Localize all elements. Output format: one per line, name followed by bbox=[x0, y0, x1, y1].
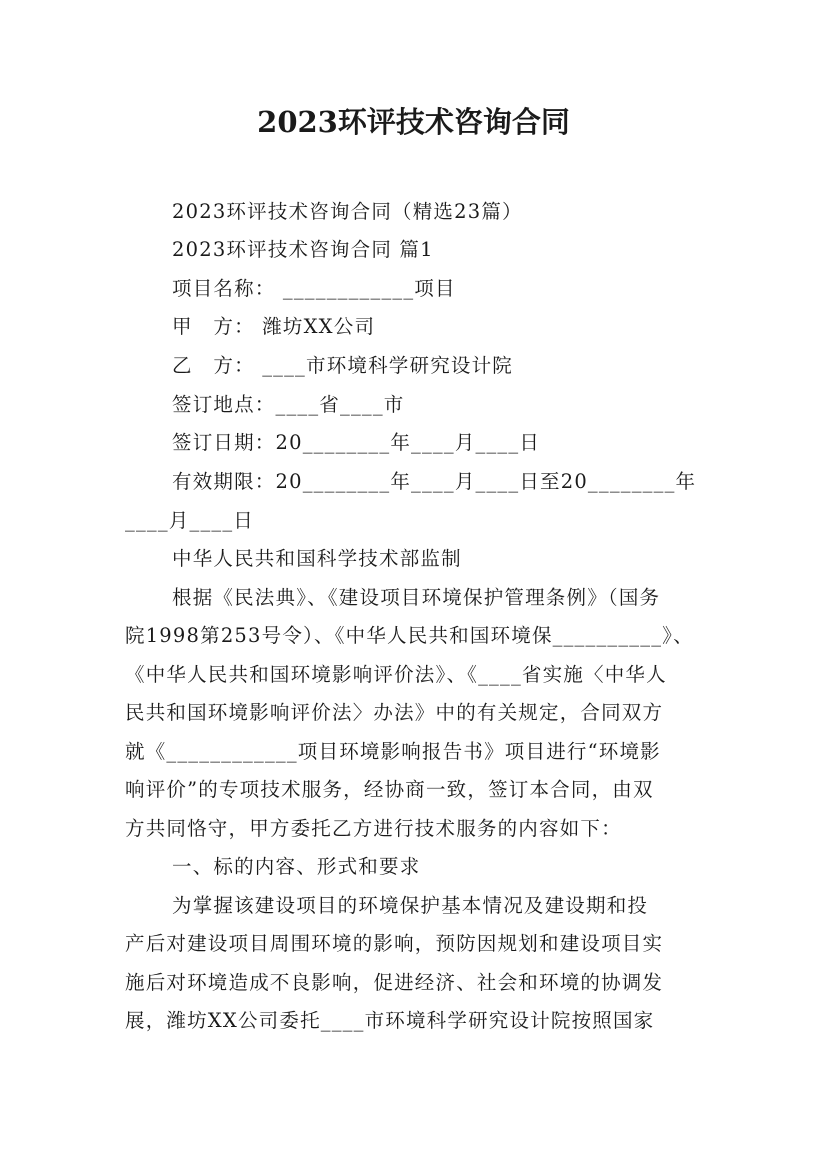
signing-date-field: 签订日期：20________年____月____日 bbox=[172, 431, 541, 454]
validity-period-field: 有效期限：20________年____月____日至20________年 bbox=[172, 470, 697, 493]
party-b-field: 乙 方： ____市环境科学研究设计院 bbox=[172, 354, 513, 377]
supervisor-line: 中华人民共和国科学技术部监制 bbox=[172, 547, 462, 570]
paragraph-line: 产后对建设项目周围环境的影响，预防因规划和建设项目实 bbox=[125, 932, 664, 955]
paragraph-line: 方共同恪守，甲方委托乙方进行技术服务的内容如下： bbox=[125, 817, 622, 840]
paragraph-line: 根据《民法典》、《建设项目环境保护管理条例》（国务 bbox=[172, 586, 661, 609]
paragraph-line: 为掌握该建设项目的环境保护基本情况及建设期和投 bbox=[172, 894, 649, 917]
paragraph-line: 《中华人民共和国环境影响评价法》、《____省实施〈中华人 bbox=[125, 663, 667, 686]
signing-place-field: 签订地点：____省____市 bbox=[172, 393, 405, 416]
document-title: 2023环评技术咨询合同 bbox=[257, 105, 570, 139]
clause-heading: 一、标的内容、形式和要求 bbox=[172, 855, 421, 878]
paragraph-line: 施后对环境造成不良影响，促进经济、社会和环境的协调发 bbox=[125, 971, 664, 994]
subtitle-line: 2023环评技术咨询合同（精选23篇） bbox=[172, 200, 523, 223]
paragraph-line: 就《____________项目环境影响报告书》项目进行“环境影 bbox=[125, 740, 661, 763]
validity-period-continued: ____月____日 bbox=[125, 509, 254, 532]
project-name-field: 项目名称： ____________项目 bbox=[172, 277, 456, 300]
section-heading: 2023环评技术咨询合同 篇1 bbox=[172, 238, 434, 261]
paragraph-line: 响评价”的专项技术服务，经协商一致，签订本合同，由双 bbox=[125, 778, 654, 801]
paragraph-line: 展，潍坊XX公司委托____市环境科学研究设计院按照国家 bbox=[125, 1009, 655, 1032]
party-a-field: 甲 方： 潍坊XX公司 bbox=[172, 315, 376, 338]
paragraph-line: 民共和国环境影响评价法〉办法》中的有关规定，合同双方 bbox=[125, 701, 664, 724]
paragraph-line: 院1998第253号令）、《中华人民共和国环境保__________》、 bbox=[125, 624, 694, 647]
